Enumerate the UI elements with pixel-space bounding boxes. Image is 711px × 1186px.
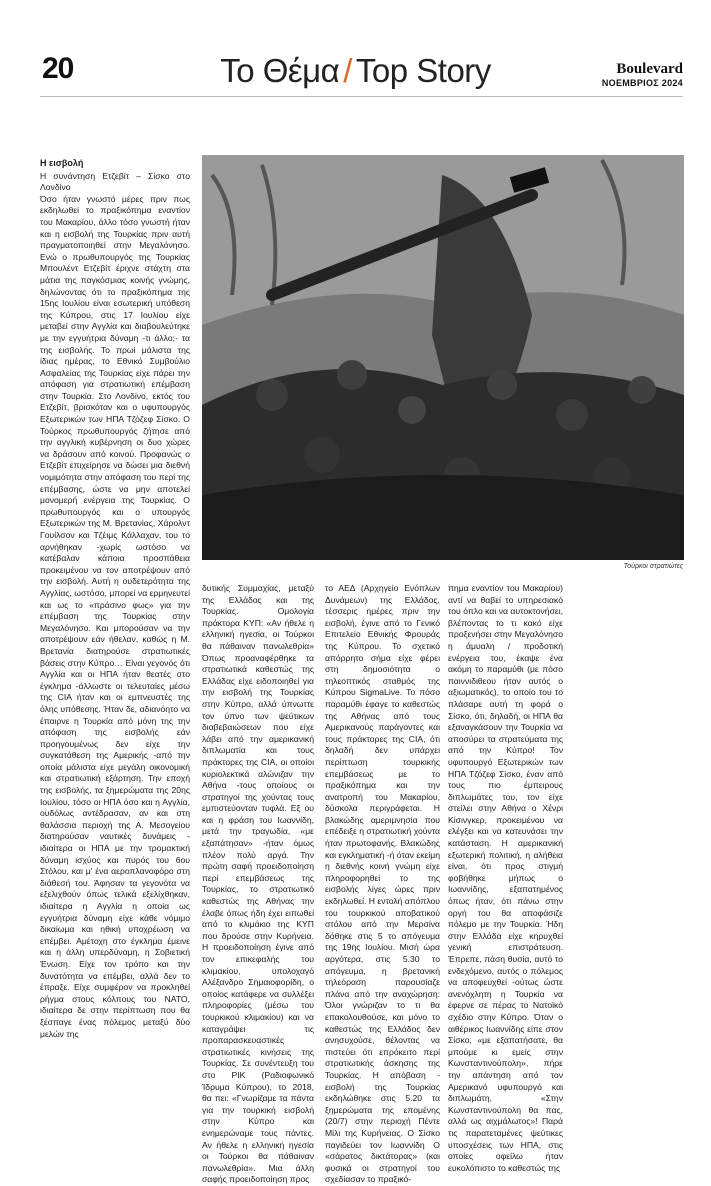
column-2-text: δυτικής Συμμαχίας, μεταξύ της Ελλάδος και της Τουρκίας. Ομολογία πράκτορα ΚΥΠ: «Αν ήθελε η ελληνική ηγεσία, οι Τούρκοι θα πάθαιναν πανωλεθρία» Όπως προαναφέρθηκε τα στρατιωτικά καθεστώς της Ελλάδας είχε ειδοποιηθεί για την εισβολή της Τουρκίας στην Κύπρο, αλλά ύπνωττε τον ύπνο των ψεύτικων διαβεβαιώσεων που είχε λάβει από την αμερικανική διπλωματία και τους πράκτορες της CIA, οι οποίοι κυριολεκτικά αλώνιζαν την Αθήνα -τους οποίους οι στρατηγοί της χούντας τους εμπιστεύονταν τυφλά. Εξ ου και η φράση του Ιωαννίδη, μετά την τραγωδία, «με εξαπάτησαν» -ήταν όμως πλέον πολύ αργά. Την πρώτη σαφή προειδοποίηση περί επεμβάσεως της Τουρκίας, το στρατιωτικό καθεστώς της Αθήνας την έλαβε όπως ήδη έχει ειπωθεί από το κλιμάκιο της ΚΥΠ που δρούσε στην Κυρήνεια. Η προειδοποίηση έγινε από τον επικεφαλής του κλιμακίου, υπολοχαγό Αλέξανδρο Σημαιοφορίδη, ο οποίος κατάφερε να συλλέξει πληροφορίες (μέσω του τουρκικού κλιμακίου) και να καταγράψει τις προπαρασκευαστικές στρατιωτικές κινήσεις της Τουρκίας. Σε συνέντευξη του στο ΡΙΚ (Ραδιοφωνικό Ίδρυμα Κύπρου), το 2018, θα πει: «Γνωρίζαμε τα πάντα για την τουρκική εισβολή στην Κύπρο και ενημερώναμε τους πάντες. Αν ήθελε η ελληνική ηγεσία οι Τούρκοι θα πάθαιναν πανωλεθρία». Μια άλλη σαφής προειδοποίηση προς <box>202 583 314 1185</box>
article-column-3 <box>325 583 440 1186</box>
article-subheading: Η συνάντηση Ετζεβίτ – Σίσκο στο Λονδίνο <box>40 170 190 193</box>
brand-name: Boulevard <box>616 61 683 77</box>
column-3-text: το ΑΕΔ (Αρχηγείο Ενόπλων Δυνάμεων) της Ελλάδος, τέσσερις ημέρες πριν την εισβολή, έγινε από το Γενικό Επιτελείο Εθνικής Φρουράς της Κύπρου. Το σχετικό απόρρητο σήμα είχε φέρει στη δημοσιότητα ο τηλεοπτικός σταθμός της Κύπρου SigmaLive. Το πόσο παραμύθι έφαγε το καθεστώς της Αθήνας από τους Αμερικανούς παράγοντες και τους πράκτορες της CIA, ότι δηλαδή δεν υπάρχει περίπτωση τουρκικής επεμβάσεως με το πραξικόπημα και την ανατροπή του Μακαρίου, δύσκολα περιγράφεται. Η βλακώδης αμεριμνησία που επέδειξε η στρατιωτική χούντα ήταν πρωτοφανής. Βλακώδης και εγκληματική -ή όταν εκείμη η διεθνής κοινή γνώμη είχε πληροφορηθεί το της εισβολής λίγες ώρες πριν εκδηλωθεί. Η εντολή απόπλου του τουρκικού αποβατικού στόλου από την Μερσίνα δόθηκε στις 5 το απόγευμα της 19ης Ιουλίου. Μισή ώρα αργότερα, στις 5.30 το απόγευμα, η βρετανική τηλεόραση παρουσίαζε πλάνα από την αναχώρηση: Όλοι γνώριζαν το τι θα επακολουθούσε, και μόνο το καθεστώς της Ελλάδος δεν ανησυχούσε, θέλοντας να πιστεύει ότι επρόκειτο περί στρατιωτικής άσκησης της Τουρκίας. Η απόβαση - εισβολή της Τουρκίας εκδηλώθηκε στις 5.20 τα ξημερώματα της επομένης (20/7) στην περιοχή Πέντε Μίλι της Κυρήνειας. Ο Σίσκο παγιδεύει τον Ιωαννίδη Ο «σάρατος δικτάτορας» (και φυσικά οι στρατηγοί του σχεδίασαν το πραξικό- <box>325 583 440 1185</box>
column-4-text: πημα εναντίον του Μακαρίου) αντί να θαβεί το υπηρεσιακό του όπλο και να αυτοκτονήσει, βλέποντας το τι κακό είχε προξενήσει στην Μεγαλόνησο η άμυαλη / προδοτική ενέργεια του, έκαψε ένα ακόμη το παραμύθι (με πόσο παιννιδιθεου ήταν αυτός ο αξιωματικός), το οποίο του το πλάσαρε αυτή τη φορά ο Σίσκο, ότι, δηλαδή, οι ΗΠΑ θα εξαναγκάσουν την Τουρκία να αποσύρει τα στρατεύματα της από την Κύπρο! Τον υφυπουργό Εξωτερικών των ΗΠΑ Τζόζεφ Σίσκο, έναν από τους πιο έμπειρους διπλωμάτες του, τον είχε στείλει στην Αθήνα ο Χένρι Κίσινγκερ, προκειμένου να ελέγξει και να κατευνάσει την κατάσταση. Η αμερικανική εξωτερική πολιτική, η αλήθεια είναι, ότι προς στιγμή φοβήθηκε μήπως ο Ιωαννίδης, εξαπατημένος όπως ήταν, ότι πάνω στην οργή του θα αποφάσιζε πόλεμο με την Τουρκία. Ήδη στην Ελλάδα είχε κηρυχθεί γενική επιστράτευση. Έπρεπε, πάση θυσία, αυτό το ενδεχόμενο, αυτός ο πόλεμος να αποφευχθεί -ούτως ώστε ανενόχλητη η Τουρκία να έφερνε σε πέρας το Νατοϊκό σχέδιο στην Κύπρο. Όταν ο αιθέρικος Ιωαννίδης είπε στον Σίσκο, «με εξαπατήσατε, θα μπούμε κι εμείς στην Κωνσταντινούπολη», πήρε την απάντηση από τον Αμερικανό υφυπουργό και διπλωμάτη, «Στην Κωνσταντινούπολη θα πας, αλλά ως αιχμάλωτος»! Παρά τις παρατεταμένες ψεύτικες υποσχέσεις των ΗΠΑ, στις οποίες οφείλω ήταν ευκολόπιστο το καθεστώς της <box>448 583 563 1173</box>
issue-date: ΝΟΕΜΒΡΙΟΣ 2024 <box>601 78 683 88</box>
section-title-slash: / <box>343 52 352 89</box>
photo-caption: Τούρκοι στρατιώτες <box>623 563 683 570</box>
article-column-1 <box>40 158 190 1040</box>
column-1-text: Όσο ήταν γνωστό μέρες πριν πως εκδηλωθεί το πραξικόπημα εναντίον του Μακαρίου, άλλο τόσο γνωστή ήταν και η εισβολή της Τουρκίας πριν αυτή πραγματοποιηθεί στην Μεγαλόνησο. Ενώ ο πρωθυπουργός της Τουρκίας Μπουλέντ Ετζεβίτ έριχνε στάχτη στα μάτια της παγκόσμιας κοινής γνώμης, δηλώνοντας ότι το πραξικόπημα της 15ης Ιουλίου είναι εσωτερική υπόθεση της Κύπρου, στις 17 Ιουλίου είχε μεταβεί στην Αγγλία και διαβουλεύτηκε με την εγγυήτρια δύναμη -τι άλλο;- τα της εισβολής. Το πρωί μάλιστα της ίδιας ημέρας, το Εθνικό Συμβούλιο Ασφαλείας της Τουρκίας είχε πάρει την απόφαση για στρατιωτική επέμβαση στην Τουρκία. Στο Λονδίνο, εκτός του Ετζεβίτ, βρισκόταν και ο υφυπουργός Εξωτερικών των ΗΠΑ Τζόζεφ Σίσκο. Ο Τούρκος πρωθυπουργός ζήτησε από την αγγλική κυβέρνηση οι δυο χώρες να δράσουν από κοινού. Προφανώς ο Ετζεβίτ επιχείρησε να δώσει μια διεθνή νομιμότητα στην απόφαση του περί της επέμβασης, ώστε να μην αποτελεί μονομερή ενέργεια της Τουρκίας. Ο πρωθυπουργός και ο υπουργός Εξωτερικών της Μ. Βρετανίας, Χάρολντ Γουίλσον και Τζέιμς Κάλλαχαν, του το αρνήθηκαν -χωρίς ωστόσο να κατέβαλαν κάποια προσπάθεια προκειμένου να τον αποτρέψουν από την εισβολή. Αυτή η ουδετερότητα της Αγγλίας, ωστόσο, μπορεί να ερμηνευτεί και ως το «πράσινο φως» για την επέμβαση της Τουρκίας στην Μεγαλόνησο. Και μπορούσαν να την αποτρέψουν εάν ήθελαν, καθώς η Μ. Βρετανία διατηρούσε στρατιωτικές βάσεις στην Κύπρο… Είναι γεγονός ότι Αγγλία και οι ΗΠΑ ήταν θεατές στο έγκλημα -άλλωστε οι τελευταίες μέσω της CIA ήταν και οι εμπνευστές της όλης υπόθεσης. Ήταν δε, αδιανόητο να έπαιρνε η Τουρκία από μόνη της την απόφαση της εισβολής εάν προηγουμένως δεν είχε την συγκατάθεση της Αμερικής -από την οποία μάλιστα είχε μεγάλη οικονομική και στρατιωτική εξάρτηση. Την εποχή της εισβολής, τα ξημερώματα της 20ης Ιουλίου, τόσο οι ΗΠΑ όσο και η Αγγλία, ουδόλως αντέδρασαν, αν και στη θαλάσσια περιοχή της Α. Μεσογείου διατηρούσαν ναυτικές δυνάμεις - ιδιαίτερα οι ΗΠΑ με την τρομακτική δύναμη ισχύος και πυρός του 6ου Στόλου, και μ' ένα αεροπλανοφόρο στη διάθεσή του. Άφησαν τα γεγονότα να εξελιχθούν όπως τελικά εξελίχθηκαν, ιδιαίτερα η Αγγλία η οποία ως εγγυήτρια δύναμη είχε κάθε νόμιμο δικαίωμα και ηθική υποχρέωση να επέμβει. Αμέτοχη στο έγκλημα έμεινε και η άλλη υπερδύναμη, η Σοβιετική Ένωση. Είχε τον τρόπο και την δυνατότητα να επέμβει, αλλά δεν το έπραξε. Είχε συμφέρον να προκληθεί ρήγμα στους κόλπους του ΝΑΤΟ, ιδιαίτερα δε στην περίπτωση που θα ξέσπαγε ένας πόλεμος μεταξύ δύο μελών της <box>40 193 190 1039</box>
section-title-gr: Το Θέμα <box>220 52 340 89</box>
article-heading: Η εισβολή <box>40 158 84 168</box>
page-number: 20 <box>42 52 74 85</box>
section-title-en: Top Story <box>355 52 491 89</box>
soldiers-photo-illustration <box>202 155 684 560</box>
article-column-4 <box>448 583 563 1174</box>
brand-block <box>602 62 683 88</box>
article-column-2 <box>202 583 314 1186</box>
soldiers-photo <box>202 155 684 560</box>
header-divider <box>40 96 683 97</box>
